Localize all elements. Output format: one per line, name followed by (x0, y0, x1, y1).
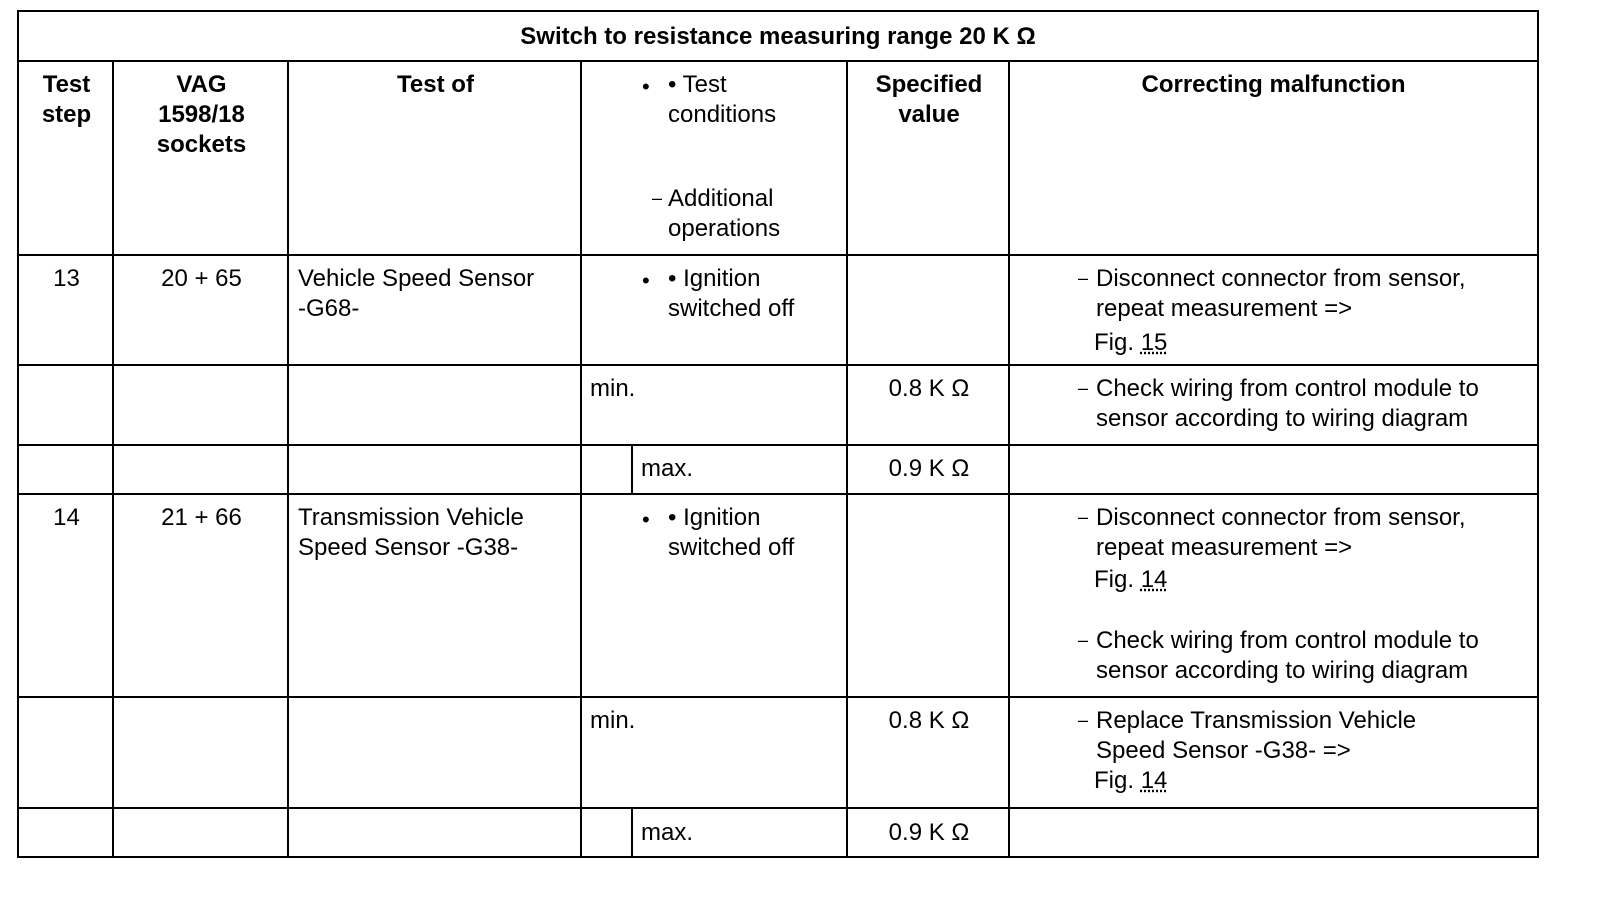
cell-text: Fig. (1094, 767, 1135, 794)
cell-text: Vehicle Speed Sensor (298, 265, 535, 292)
correcting-13-min (1010, 374, 1537, 444)
cell-text: sensor according to wiring diagram (1096, 405, 1469, 432)
divider (19, 807, 1537, 809)
divider (631, 807, 633, 858)
dash-icon: – (1078, 630, 1089, 650)
header-specified-value (848, 70, 1010, 130)
divider (19, 493, 1537, 495)
test-of-13 (298, 264, 578, 324)
table-title: Switch to resistance measuring range 20 K Ω (520, 23, 1036, 50)
cell-text: Replace Transmission Vehicle (1096, 707, 1417, 734)
header-test-of: Test of (397, 71, 474, 98)
divider (19, 254, 1537, 256)
cell-text: repeat measurement => (1096, 295, 1353, 322)
sockets-14: 21 + 66 (161, 504, 242, 531)
sockets-13: 20 + 65 (161, 265, 242, 292)
cell-text: sensor according to wiring diagram (1096, 657, 1469, 684)
divider (19, 364, 1537, 366)
cell-text: Speed Sensor -G38- (298, 534, 519, 561)
resistance-test-table (17, 10, 1539, 858)
max-value-13: 0.9 K Ω (888, 455, 970, 482)
correcting-14-min (1010, 706, 1537, 806)
figure-reference (1094, 328, 1167, 358)
figure-reference (1094, 565, 1167, 595)
condition-13 (582, 264, 848, 354)
max-label-13: max. (641, 455, 694, 482)
divider (112, 60, 114, 856)
cell-text: Speed Sensor -G38- => (1096, 737, 1351, 764)
divider (19, 444, 1537, 446)
cell-text: Fig. (1094, 329, 1135, 356)
header-conditions (582, 70, 848, 254)
dash-icon: – (1078, 710, 1089, 730)
cell-text: -G68- (298, 295, 360, 322)
condition-14 (582, 503, 848, 593)
header-test-step (19, 70, 114, 130)
dash-icon: – (1078, 507, 1089, 527)
correcting-14 (1010, 503, 1537, 693)
header-text: sockets (156, 131, 247, 158)
max-value-14: 0.9 K Ω (888, 819, 970, 846)
cell-text: Disconnect connector from sensor, (1096, 504, 1466, 531)
bullet-icon: • (642, 268, 650, 293)
header-text: value (898, 101, 960, 128)
figure-link[interactable]: 14 (1140, 566, 1168, 593)
dash-icon: – (1078, 378, 1089, 398)
test-of-14 (298, 503, 578, 563)
bullet-icon: • (642, 74, 650, 99)
test-step-13: 13 (53, 265, 80, 292)
cell-text: Check wiring from control module to (1096, 627, 1479, 654)
header-text: Test (42, 71, 91, 98)
bullet-icon: • (642, 507, 650, 532)
cell-text: Fig. (1094, 566, 1135, 593)
min-value-13: 0.8 K Ω (888, 375, 970, 402)
header-correcting: Correcting malfunction (1141, 71, 1406, 98)
min-value-14: 0.8 K Ω (888, 707, 970, 734)
dash-icon: – (652, 188, 663, 208)
figure-link[interactable]: 14 (1140, 767, 1168, 794)
divider (287, 60, 289, 856)
cell-text: repeat measurement => (1096, 534, 1353, 561)
header-text: • Test (668, 71, 727, 98)
divider (19, 60, 1537, 62)
figure-link[interactable]: 15 (1140, 329, 1168, 356)
divider (19, 696, 1537, 698)
header-text: VAG (176, 71, 227, 98)
divider (631, 444, 633, 493)
min-label-13: min. (590, 375, 636, 402)
cell-text: Disconnect connector from sensor, (1096, 265, 1466, 292)
header-text: Specified (875, 71, 983, 98)
cell-text: Check wiring from control module to (1096, 375, 1479, 402)
header-text: step (41, 101, 92, 128)
header-text: Additional (668, 185, 774, 212)
cell-text: • Ignition (668, 504, 761, 531)
cell-text: • Ignition (668, 265, 761, 292)
correcting-13 (1010, 264, 1537, 364)
header-text: 1598/18 (158, 101, 245, 128)
test-step-14: 14 (53, 504, 80, 531)
figure-reference (1094, 766, 1167, 796)
min-label-14: min. (590, 707, 636, 734)
header-text: operations (668, 215, 781, 242)
cell-text: switched off (668, 534, 795, 561)
dash-icon: – (1078, 268, 1089, 288)
cell-text: Transmission Vehicle (298, 504, 524, 531)
header-text: conditions (668, 101, 777, 128)
header-sockets (114, 70, 289, 160)
max-label-14: max. (641, 819, 694, 846)
cell-text: switched off (668, 295, 795, 322)
